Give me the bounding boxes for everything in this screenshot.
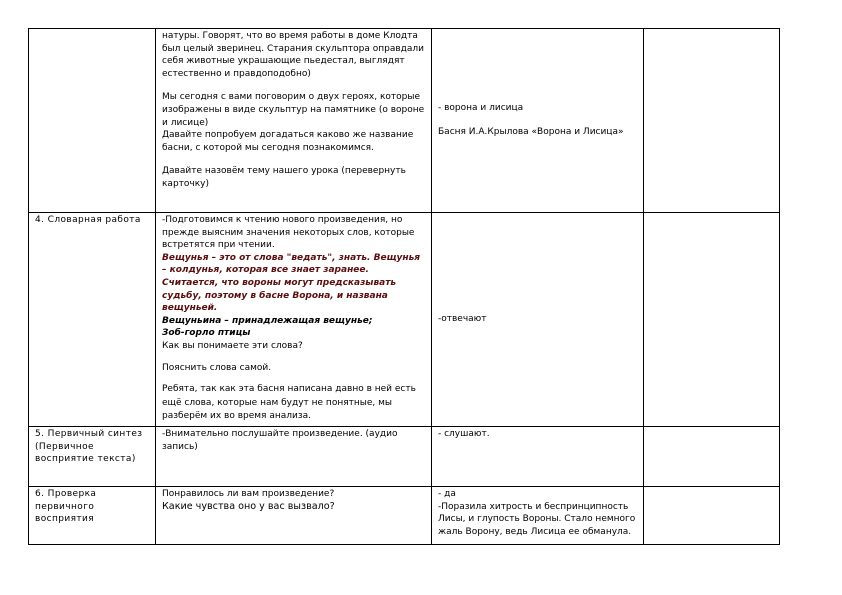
lesson-plan-table	[28, 28, 780, 545]
teacher-text: Мы сегодня с вами поговорим о двух героях, которые изображены в виде скульптур на памятнике (о вороне и лисице)	[162, 92, 425, 128]
student-text: -Поразила хитрость и беспринципность Лисы, и глупость Вороны. Стало немного жаль Ворону, ведь Лисица ее обманула.	[438, 501, 636, 537]
table-row	[29, 426, 780, 486]
teacher-text: -Подготовимся к чтению нового произведения, но прежде выясним значения некоторых слов, которые встретятся при чтении.	[162, 215, 415, 251]
stage-cell: 6. Проверка первичного восприятия	[29, 486, 156, 544]
notes-cell	[644, 486, 780, 544]
teacher-text: Понравилось ли вам произведение?	[162, 488, 335, 499]
teacher-text: натуры. Говорят, что во время работы в доме Клодта был целый зверинец. Старания скульптора оправдали себя животные украшающие пьедестал, выглядят естественно и правдоподобно)	[162, 31, 424, 79]
teacher-activity-cell	[156, 213, 432, 427]
student-activity-cell	[432, 213, 644, 427]
teacher-text: Пояснить слова самой.	[162, 362, 272, 373]
student-activity-cell	[432, 426, 644, 486]
teacher-text: Какие чувства оно у вас вызвало?	[162, 500, 335, 512]
table-row	[29, 486, 780, 544]
student-text: - ворона и лисица	[438, 102, 524, 113]
teacher-text: -Внимательно послушайте произведение. (аудио запись)	[162, 428, 398, 452]
definition-text: Вещуньина – принадлежащая вещунье;	[162, 315, 373, 326]
teacher-text: Ребята, так как эта басня написана давно в ней есть ещё слова, которые нам будут не понятные, мы разберём их во время анализа.	[162, 384, 416, 422]
teacher-activity-cell	[156, 29, 432, 213]
notes-cell	[644, 426, 780, 486]
definition-text: Считается, что вороны могут предсказывать судьбу, поэтому в басне Ворона, и названа вещуньей.	[162, 277, 397, 314]
stage-cell	[29, 29, 156, 213]
stage-cell: 4. Словарная работа	[29, 213, 156, 427]
teacher-text: Давайте назовём тему нашего урока (перевернуть карточку)	[162, 166, 406, 189]
table-row	[29, 213, 780, 427]
definition-text: Вещунья – это от слова "ведать", знать. Вещунья – колдунья, которая все знает заранее.	[162, 252, 421, 276]
student-text: -отвечают	[438, 313, 487, 324]
student-text: - да	[438, 488, 456, 499]
student-activity-cell	[432, 29, 644, 213]
teacher-activity-cell	[156, 486, 432, 544]
stage-cell: 5. Первичный синтез (Первичное восприятие текста)	[29, 426, 156, 486]
student-activity-cell	[432, 486, 644, 544]
student-text: Басня И.А.Крылова «Ворона и Лисица»	[438, 126, 624, 137]
definition-text: Зоб-горло птицы	[162, 328, 251, 339]
teacher-text: Как вы понимаете эти слова?	[162, 340, 303, 351]
student-text: - слушают.	[438, 428, 490, 439]
notes-cell	[644, 29, 780, 213]
teacher-text: Давайте попробуем догадаться каково же название басни, с которой мы сегодня познакомимся.	[162, 130, 414, 153]
notes-cell	[644, 213, 780, 427]
table-row	[29, 29, 780, 213]
teacher-activity-cell	[156, 426, 432, 486]
